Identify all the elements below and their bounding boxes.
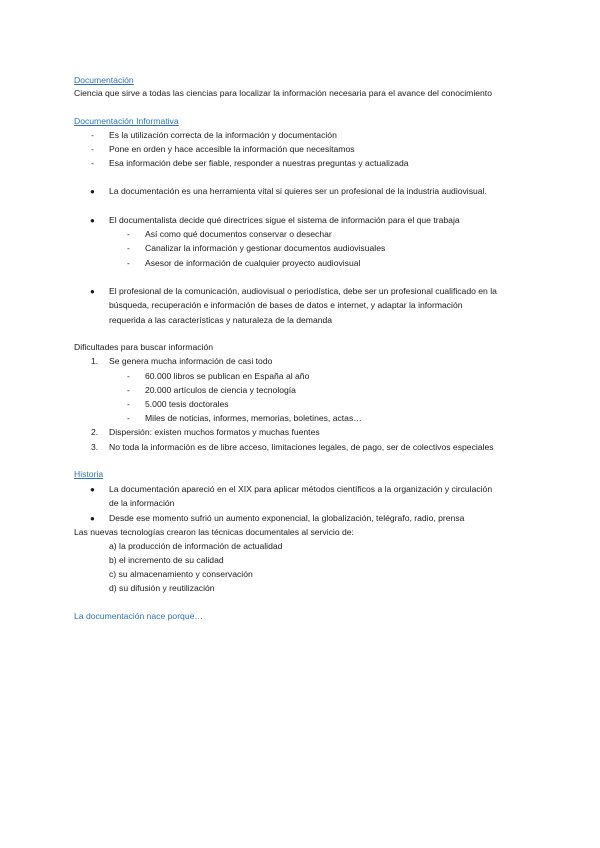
dash-marker: - [91, 144, 94, 154]
paragraph-line: El profesional de la comunicación, audiovisual o periodística, debe ser un profesional cualificado en la [109, 286, 497, 296]
list-item: Se genera mucha información de casi todo [109, 356, 273, 366]
heading-documentacion: Documentación [74, 75, 134, 85]
list-item: 20.000 artículos de ciencia y tecnología [145, 385, 296, 395]
definition-text: Ciencia que sirve a todas las ciencias para localizar la información necesaria para el avance del conocimiento [74, 88, 492, 98]
list-item: Miles de noticias, informes, memorias, boletines, actas… [145, 413, 362, 423]
list-item: c) su almacenamiento y conservación [109, 569, 253, 579]
list-item: 5.000 tesis doctorales [145, 399, 229, 409]
paragraph-line: búsqueda, recuperación e información de bases de datos e internet, y adaptar la información [109, 300, 463, 310]
list-item: Esa información debe ser fiable, responder a nuestras preguntas y actualizada [109, 158, 409, 168]
dash-marker: - [127, 258, 130, 268]
dash-marker: - [127, 385, 130, 395]
list-item: b) el incremento de su calidad [109, 555, 224, 565]
dash-marker: - [91, 158, 94, 168]
dash-marker: - [127, 243, 130, 253]
list-item: Dispersión: existen muchos formatos y muchas fuentes [109, 427, 320, 437]
list-item: 60.000 libros se publican en España al año [145, 371, 310, 381]
list-item: Es la utilización correcta de la información y documentación [109, 130, 337, 140]
paragraph-line: La documentación apareció en el XIX para aplicar métodos científicos a la organización y circulación [109, 484, 493, 494]
list-item: El documentalista decide qué directrices sigue el sistema de información para el que trabaja [109, 215, 460, 225]
list-item: Canalizar la información y gestionar documentos audiovisuales [145, 243, 386, 253]
list-item: Así como qué documentos conservar o desechar [145, 229, 332, 239]
dash-marker: - [127, 413, 130, 423]
paragraph-line: de la información [109, 498, 175, 508]
list-item: Desde ese momento sufrió un aumento exponencial, la globalización, telégrafo, radio, prensa [109, 513, 465, 523]
list-item: La documentación es una herramienta vital si quieres ser un profesional de la industria audiovisual. [109, 186, 487, 196]
list-item: d) su difusión y reutilización [109, 583, 215, 593]
heading-documentacion-informativa: Documentación Informativa [74, 116, 179, 126]
number-marker: 3. [91, 442, 99, 452]
dash-marker: - [127, 399, 130, 409]
heading-nace: La documentación nace porque… [74, 611, 203, 621]
list-item: Pone en orden y hace accesible la información que necesitamos [109, 144, 355, 154]
list-item: a) la producción de información de actualidad [109, 541, 283, 551]
bullet-marker: ● [90, 216, 95, 225]
dash-marker: - [91, 130, 94, 140]
number-marker: 2. [91, 427, 99, 437]
list-item: Asesor de información de cualquier proyecto audiovisual [145, 258, 361, 268]
bullet-marker: ● [90, 485, 95, 494]
heading-dificultades: Dificultades para buscar información [74, 342, 213, 352]
number-marker: 1. [91, 356, 99, 366]
bullet-marker: ● [90, 187, 95, 196]
paragraph-line: requerida a las características y naturaleza de la demanda [109, 315, 333, 325]
intro-text: Las nuevas tecnologías crearon las técnicas documentales al servicio de: [74, 527, 354, 537]
list-item: No toda la información es de libre acceso, limitaciones legales, de pago, ser de colectivos especiales [109, 442, 494, 452]
dash-marker: - [127, 229, 130, 239]
dash-marker: - [127, 371, 130, 381]
bullet-marker: ● [90, 287, 95, 296]
bullet-marker: ● [90, 514, 95, 523]
heading-historia: Historia [74, 469, 104, 479]
